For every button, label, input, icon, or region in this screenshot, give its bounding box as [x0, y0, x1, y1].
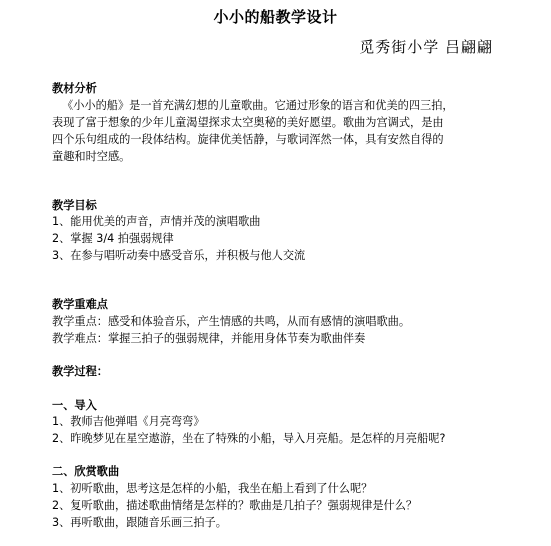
section-heading-goals: 教学目标	[52, 199, 97, 212]
section-heading-analysis: 教材分析	[52, 82, 97, 95]
document-title: 小小的船教学设计	[213, 8, 338, 26]
process-part-heading: 二、欣赏歌曲	[52, 465, 120, 478]
goal-item: 2、掌握 3/4 拍强弱规律	[52, 232, 174, 245]
analysis-line: 四个乐句组成的一段体结构。旋律优美恬静，与歌词浑然一体，具有安然自得的	[52, 133, 444, 146]
section-heading-process: 教学过程：	[52, 365, 108, 378]
process-item: 3、再听歌曲，跟随音乐画三拍子。	[52, 516, 227, 529]
section-heading-key-points: 教学重难点	[52, 298, 108, 311]
goal-item: 3、在参与唱听动奏中感受音乐，并积极与他人交流	[52, 249, 306, 262]
analysis-line: 《小小的船》是一首充满幻想的儿童歌曲。它通过形象的语言和优美的四三拍，	[62, 99, 454, 112]
process-item: 2、昨晚梦见在星空遨游，坐在了特殊的小船，导入月亮船。是怎样的月亮船呢?	[52, 432, 446, 445]
process-item: 1、初听歌曲，思考这是怎样的小船，我坐在船上看到了什么呢？	[52, 482, 373, 495]
process-item: 1、教师吉他弹唱《月亮弯弯》	[52, 415, 205, 428]
goal-item: 1、能用优美的声音，声情并茂的演唱歌曲	[52, 215, 261, 228]
process-part-heading: 一、导入	[52, 399, 97, 412]
analysis-line: 表现了富于想象的少年儿童渴望探求太空奥秘的美好愿望。歌曲为宫调式，是由	[52, 116, 444, 129]
key-point-item: 教学重点：感受和体验音乐，产生情感的共鸣，从而有感情的演唱歌曲。	[52, 315, 411, 328]
analysis-line: 童趣和时空感。	[52, 150, 131, 163]
process-item: 2、复听歌曲，描述歌曲情绪是怎样的？歌曲是几拍子？强弱规律是什么？	[52, 499, 418, 512]
document-author: 觅秀街小学 吕翩翩	[359, 38, 493, 56]
key-point-item: 教学难点：掌握三拍子的强弱规律，并能用身体节奏为歌曲伴奏	[52, 332, 366, 345]
